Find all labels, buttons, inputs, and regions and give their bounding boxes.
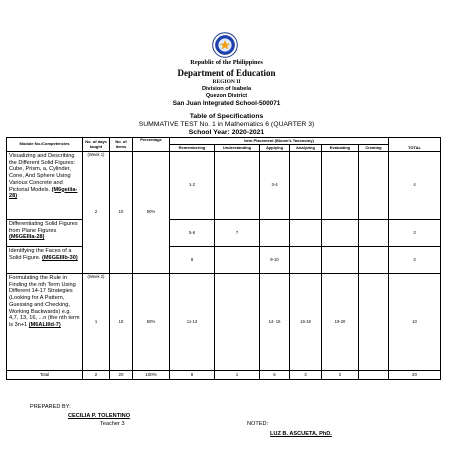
week-label: (Week 1) (87, 152, 105, 157)
deped-seal-icon (212, 32, 238, 58)
analyzing-cell: 16-18 (290, 274, 322, 371)
competency-cell (7, 152, 83, 220)
col-days: No. of days taught (83, 138, 110, 152)
total-total: 20 (389, 371, 441, 380)
col-total: TOTAL (389, 138, 441, 152)
creating-cell (359, 274, 389, 371)
creating-cell (359, 247, 389, 274)
header-row (7, 138, 441, 145)
competency-text: Identifying the Faces of a Solid Figure. (9, 248, 72, 261)
competency-code: (M6geiiia-28) (9, 186, 78, 200)
analyzing-cell (290, 220, 322, 247)
total-evaluating: 2 (322, 371, 359, 380)
understanding-cell (215, 274, 260, 371)
days-value: 1 (94, 318, 98, 324)
noted-label: NOTED: (247, 421, 269, 427)
table-row (7, 152, 441, 220)
days-cell (83, 152, 110, 274)
competency-code: (M6ALIIId-7) (28, 321, 61, 328)
col-placement: Item Placement (Bloom's Taxonomy) (170, 138, 389, 145)
analyzing-cell (290, 247, 322, 274)
level-evaluating: Evaluating (322, 145, 359, 152)
noted-name: LUZ B. ASCUETA, PhD. (270, 431, 332, 437)
school-line: San Juan Integrated School-500071 (172, 100, 281, 107)
region-line: REGION II (212, 79, 241, 85)
competency-cell (7, 220, 83, 247)
applying-cell: 14- 15 (260, 274, 290, 371)
evaluating-cell: 19-20 (322, 274, 359, 371)
total-percentage: 100% (133, 371, 170, 380)
total-cell: 3 (389, 247, 441, 274)
evaluating-cell (322, 247, 359, 274)
percentage-cell: 50% (133, 152, 170, 274)
school-year: School Year: 2020-2021 (188, 129, 265, 136)
understanding-cell (215, 152, 260, 220)
remembering-cell: 8 (170, 247, 215, 274)
creating-cell (359, 220, 389, 247)
understanding-cell: 7 (215, 220, 260, 247)
col-percentage: Percentage (133, 138, 170, 152)
total-row (7, 371, 441, 380)
competency-code: (M6GEIIIb-30) (41, 254, 78, 261)
level-remembering: Remembering (170, 145, 215, 152)
level-applying: Applying (260, 145, 290, 152)
competency-text: Formulating the Rule in Finding the nth Term Using Different 14-17 Strategies (Looking for A Pattern, Guessing and Checking, Working Backwards) e.g. 4,7, 13, 16, ...n (the nth term is 3n+1 (9, 275, 80, 328)
remembering-cell: 11-13 (170, 274, 215, 371)
days-value: 2 (94, 209, 98, 215)
items-cell: 10 (110, 274, 133, 371)
items-cell: 10 (110, 152, 133, 274)
total-cell: 4 (389, 152, 441, 220)
table-row (7, 274, 441, 371)
applying-cell: 9-10 (260, 247, 290, 274)
document-subtitle: SUMMATIVE TEST No. 1 in Mathematics 6 (QUARTER 3) (138, 121, 315, 128)
level-creating: Creating (359, 145, 389, 152)
remembering-cell: 5-6 (170, 220, 215, 247)
col-items: No. of items (110, 138, 133, 152)
specification-table (6, 137, 441, 380)
district-line: Quezon District (205, 93, 248, 99)
understanding-cell (215, 247, 260, 274)
level-understanding: Understanding (215, 145, 260, 152)
total-creating (359, 371, 389, 380)
preparer-name: CECILIA P. TOLENTINO (68, 413, 131, 419)
preparer-role: Teacher 3 (100, 421, 125, 427)
department-line: Department of Education (177, 68, 276, 78)
competency-text: Visualizing and Describing the Different Solid Figures: Cube, Prism, a, Cylinder, Cone, And Sphere Using Various Concrete and Pictorial Models. (9, 153, 76, 193)
competency-cell (7, 274, 83, 371)
total-understanding: 1 (215, 371, 260, 380)
total-cell: 3 (389, 220, 441, 247)
division-line: Division of Isabela (201, 86, 252, 92)
competency-text: Differentiating Solid Figures from Plane Figures (9, 221, 78, 234)
document-title: Table of Specifications (189, 113, 264, 120)
table-row (7, 220, 441, 247)
level-analyzing: Analyzing (290, 145, 322, 152)
week-label: (Week 2) (87, 274, 105, 279)
table-row (7, 247, 441, 274)
republic-line: Republic of the Philippines (190, 59, 263, 66)
total-items: 20 (110, 371, 133, 380)
percentage-cell: 50% (133, 274, 170, 371)
prepared-by-label: PREPARED BY: (30, 404, 71, 410)
evaluating-cell (322, 152, 359, 220)
evaluating-cell (322, 220, 359, 247)
applying-cell: 3-4 (260, 152, 290, 220)
applying-cell (260, 220, 290, 247)
total-label: Total (7, 371, 83, 380)
days-cell (83, 274, 110, 371)
creating-cell (359, 152, 389, 220)
total-applying: 6 (260, 371, 290, 380)
total-analyzing: 3 (290, 371, 322, 380)
total-cell: 10 (389, 274, 441, 371)
remembering-cell: 1-2 (170, 152, 215, 220)
total-remembering: 8 (170, 371, 215, 380)
competency-code: (M6GEIIIa-28) (9, 234, 45, 241)
analyzing-cell (290, 152, 322, 220)
competency-cell (7, 247, 83, 274)
total-days: 2 (83, 371, 110, 380)
col-module: Module No./Competencies (7, 138, 83, 152)
